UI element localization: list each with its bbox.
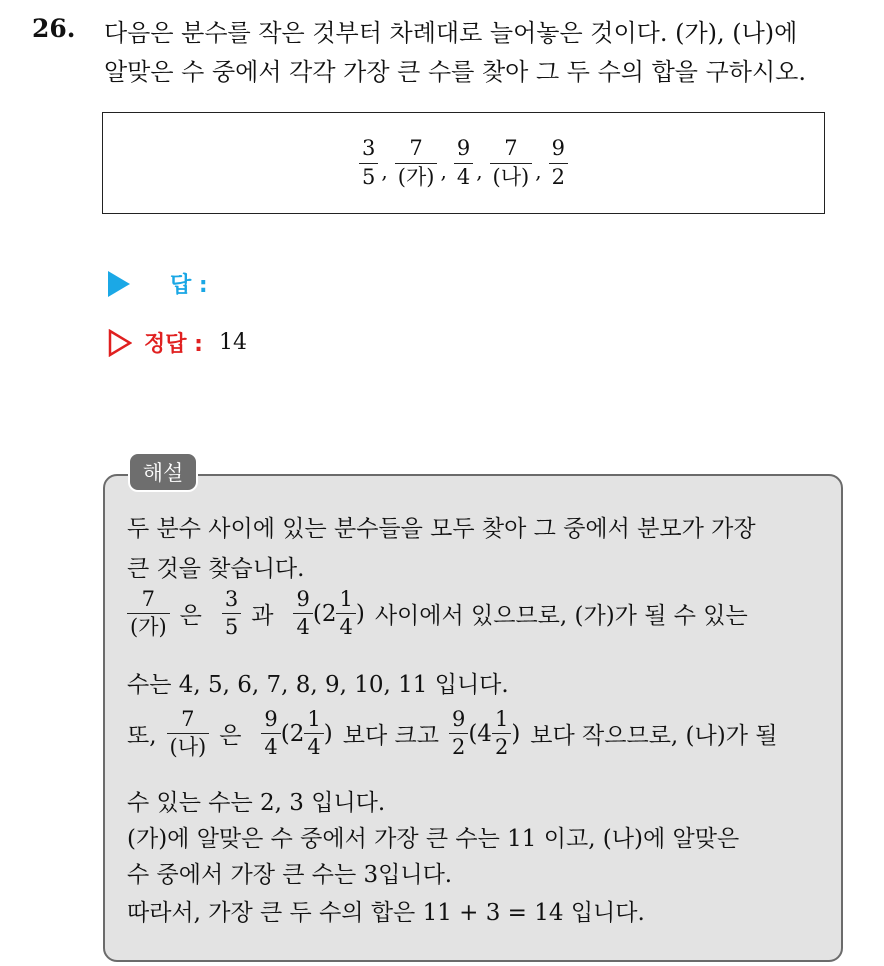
explanation-line-2: 큰 것을 찾습니다.	[127, 556, 305, 582]
explanation-line-4: 수는 4, 5, 6, 7, 8, 9, 10, 11 입니다.	[127, 672, 509, 698]
question-number: 26.	[32, 14, 76, 43]
correct-answer-label: 정답 :	[144, 332, 203, 357]
fraction-1-4	[336, 588, 355, 639]
fraction-9-4	[454, 137, 473, 188]
explanation-tag: 해설	[128, 452, 198, 492]
denominator: 4	[336, 613, 355, 639]
denominator: 4	[304, 733, 323, 759]
numerator: 7	[181, 707, 195, 731]
mixed-open: (2	[280, 720, 305, 747]
denominator: 4	[261, 733, 280, 759]
fraction-7-na	[490, 137, 533, 188]
fraction-3-5	[359, 137, 378, 188]
play-triangle-icon	[108, 271, 130, 297]
fraction-sequence-box	[102, 112, 825, 214]
mixed-close: )	[355, 600, 365, 627]
correct-answer-value: 14	[218, 330, 247, 355]
denominator: 5	[222, 613, 241, 639]
explanation-line-8: 수 중에서 가장 큰 수는 3입니다.	[127, 862, 453, 888]
numerator: 9	[456, 136, 471, 161]
fraction-1-2	[492, 708, 511, 759]
denominator: 2	[549, 163, 568, 189]
denominator: (가)	[127, 613, 170, 639]
numerator: 1	[494, 707, 509, 731]
mixed-close: )	[323, 720, 333, 747]
fraction-9-4	[293, 588, 312, 639]
numerator: 9	[451, 707, 466, 731]
numerator: 7	[409, 136, 423, 161]
fraction-sequence	[359, 137, 568, 188]
numerator: 9	[296, 587, 310, 611]
mixed-close: )	[511, 720, 521, 747]
denominator: 5	[359, 163, 378, 189]
outline-triangle-icon	[108, 329, 132, 357]
comma: ,	[440, 159, 447, 183]
explanation-line-9: 따라서, 가장 큰 두 수의 합은 11 + 3 = 14 입니다.	[127, 900, 645, 926]
text-tto: 또,	[127, 723, 157, 750]
denominator: 4	[454, 163, 473, 189]
mixed-open: (2	[312, 600, 337, 627]
explanation-line-3	[127, 588, 748, 639]
question-line-2: 알맞은 수 중에서 각각 가장 큰 수를 찾아 그 두 수의 합을 구하시오.	[104, 58, 806, 86]
numerator: 3	[224, 587, 239, 611]
explanation-line-5	[127, 708, 777, 759]
denominator: (가)	[395, 163, 438, 189]
fraction-7-ga	[127, 588, 170, 639]
answer-label: 답 :	[170, 273, 208, 298]
text-eun: 은	[219, 723, 242, 750]
question-line-1: 다음은 분수를 작은 것부터 차례대로 늘어놓은 것이다. (가), (나)에	[104, 19, 798, 47]
numerator: 1	[339, 587, 353, 611]
denominator: 4	[293, 613, 312, 639]
numerator: 7	[504, 136, 518, 161]
fraction-7-ga	[395, 137, 438, 188]
text-between: 사이에서 있으므로, (가)가 될 수 있는	[374, 603, 748, 630]
comma: ,	[381, 159, 388, 183]
text-less: 보다 작으므로, (나)가 될	[530, 723, 778, 750]
text-eun: 은	[179, 603, 202, 630]
denominator: 2	[492, 733, 511, 759]
answer-row	[108, 268, 208, 299]
fraction-9-2	[549, 137, 568, 188]
fraction-9-4	[261, 708, 280, 759]
numerator: 9	[264, 707, 278, 731]
denominator: (나)	[490, 163, 533, 189]
comma: ,	[535, 159, 542, 183]
fraction-7-na	[167, 708, 210, 759]
text-greater: 보다 크고	[342, 723, 439, 750]
fraction-9-2	[449, 708, 468, 759]
comma: ,	[476, 159, 483, 183]
explanation-line-7: (가)에 알맞은 수 중에서 가장 큰 수는 11 이고, (나)에 알맞은	[127, 826, 740, 852]
explanation-line-1: 두 분수 사이에 있는 분수들을 모두 찾아 그 중에서 분모가 가장	[127, 516, 756, 542]
numerator: 7	[141, 587, 156, 611]
correct-answer-row	[108, 327, 247, 358]
question-text	[104, 14, 874, 92]
mixed-open: (4	[468, 720, 492, 747]
numerator: 1	[307, 707, 321, 731]
denominator: (나)	[167, 733, 210, 759]
fraction-3-5	[222, 588, 241, 639]
explanation-line-6: 수 있는 수는 2, 3 입니다.	[127, 790, 386, 816]
numerator: 9	[551, 136, 565, 161]
text-gwa: 과	[251, 603, 274, 630]
denominator: 2	[449, 733, 468, 759]
numerator: 3	[362, 136, 376, 161]
fraction-1-4	[304, 708, 323, 759]
